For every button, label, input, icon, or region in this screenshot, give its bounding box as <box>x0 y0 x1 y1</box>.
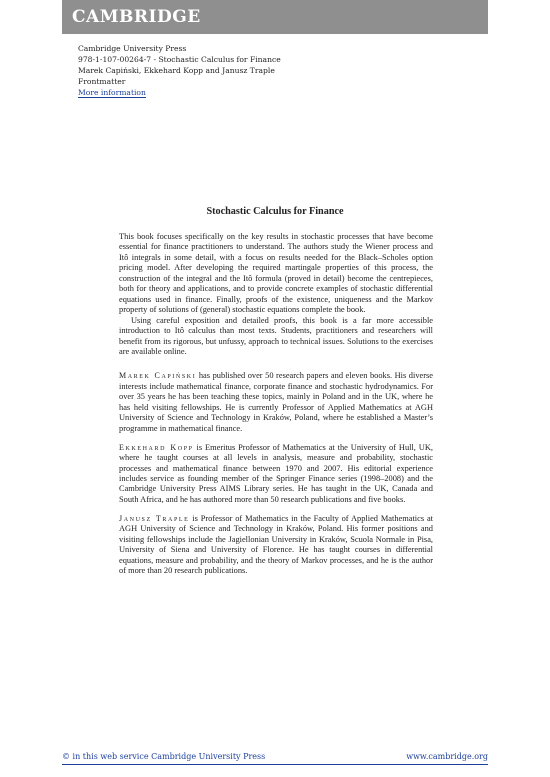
blurb-paragraph: Using careful exposition and detailed proofs, this book is a far more accessible introduction to Itô calculus than most texts. Students, practitioners and researchers will benefit from its rigorous, but unfussy, approach to technical issues. Solutions to the exercises are available online. <box>119 315 433 356</box>
author-bio <box>119 443 433 506</box>
author-bio <box>119 371 433 434</box>
more-information-link[interactable]: More information <box>78 88 146 97</box>
publisher-name: Cambridge University Press <box>78 44 187 53</box>
section-label: Frontmatter <box>78 77 126 86</box>
publisher-banner <box>62 0 488 34</box>
isbn-title: 978-1-107-00264-7 - Stochastic Calculus for Finance <box>78 55 281 64</box>
blurb-paragraph: This book focuses specifically on the key results in stochastic processes that have become essential for finance practitioners to understand. The authors study the Wiener process and Itô integrals in some detail, with a focus on results needed for the Black–Scholes option pricing model. After developing the required martingale properties of this process, the construction of the integral and the Itô formula (proved in detail) become the centrepieces, both for theory and applications, and to provide concrete examples of stochastic differential equations used in finance. Finally, proofs of the existence, uniqueness and the Markov property of solutions of (general) stochastic equations complete the book. <box>119 232 433 315</box>
book-metadata <box>78 43 281 98</box>
book-description <box>119 232 433 577</box>
authors-line: Marek Capiński, Ekkehard Kopp and Janusz Traple <box>78 66 275 75</box>
copyright-link[interactable]: © in this web service Cambridge University Press <box>62 752 266 761</box>
book-title: Stochastic Calculus for Finance <box>206 206 344 217</box>
author-name: Ekkehard Kopp <box>119 442 194 452</box>
author-bio-text: is Emeritus Professor of Mathematics at the University of Hull, UK, where he taught courses at all levels in analysis, measure and probability, stochastic processes and mathematical finance between 1970 and 2007. His editorial experience includes service as founding member of the Springer Finance series (1998–2008) and the Cambridge University Press AIMS Library series. He has taught in the UK, Canada and South Africa, and he has authored more than 50 research publications and five books. <box>119 442 433 504</box>
website-link[interactable]: www.cambridge.org <box>406 752 488 761</box>
author-bio-text: is Professor of Mathematics in the Faculty of Applied Mathematics at AGH University of Science and Technology in Kraków, Poland. His former positions and visiting fellowships include the Jagiellonian University in Kraków, Scuola Normale in Pisa, University of Siena and University of Florence. He has taught courses in differential equations, measure and probability, and the theory of Markov processes, and he is the author of more than 20 research publications. <box>119 513 433 576</box>
author-name: Janusz Traple <box>119 513 190 523</box>
meta-divider <box>78 97 146 98</box>
publisher-logo: CAMBRIDGE <box>72 7 201 27</box>
author-bio-text: has published over 50 research papers and eleven books. His diverse interests include mathematical finance, corporate finance and stochastic hydrodynamics. For over 35 years he has been teaching these topics, mainly in Poland and in the UK, where he has held visiting fellowships. He is currently Professor of Applied Mathematics at AGH University of Science and Technology in Kraków, Poland, where he established a Master’s programme in mathematical finance. <box>119 371 433 433</box>
author-bio <box>119 514 433 577</box>
author-name: Marek Capiński <box>119 371 197 381</box>
footer-divider <box>62 764 488 765</box>
